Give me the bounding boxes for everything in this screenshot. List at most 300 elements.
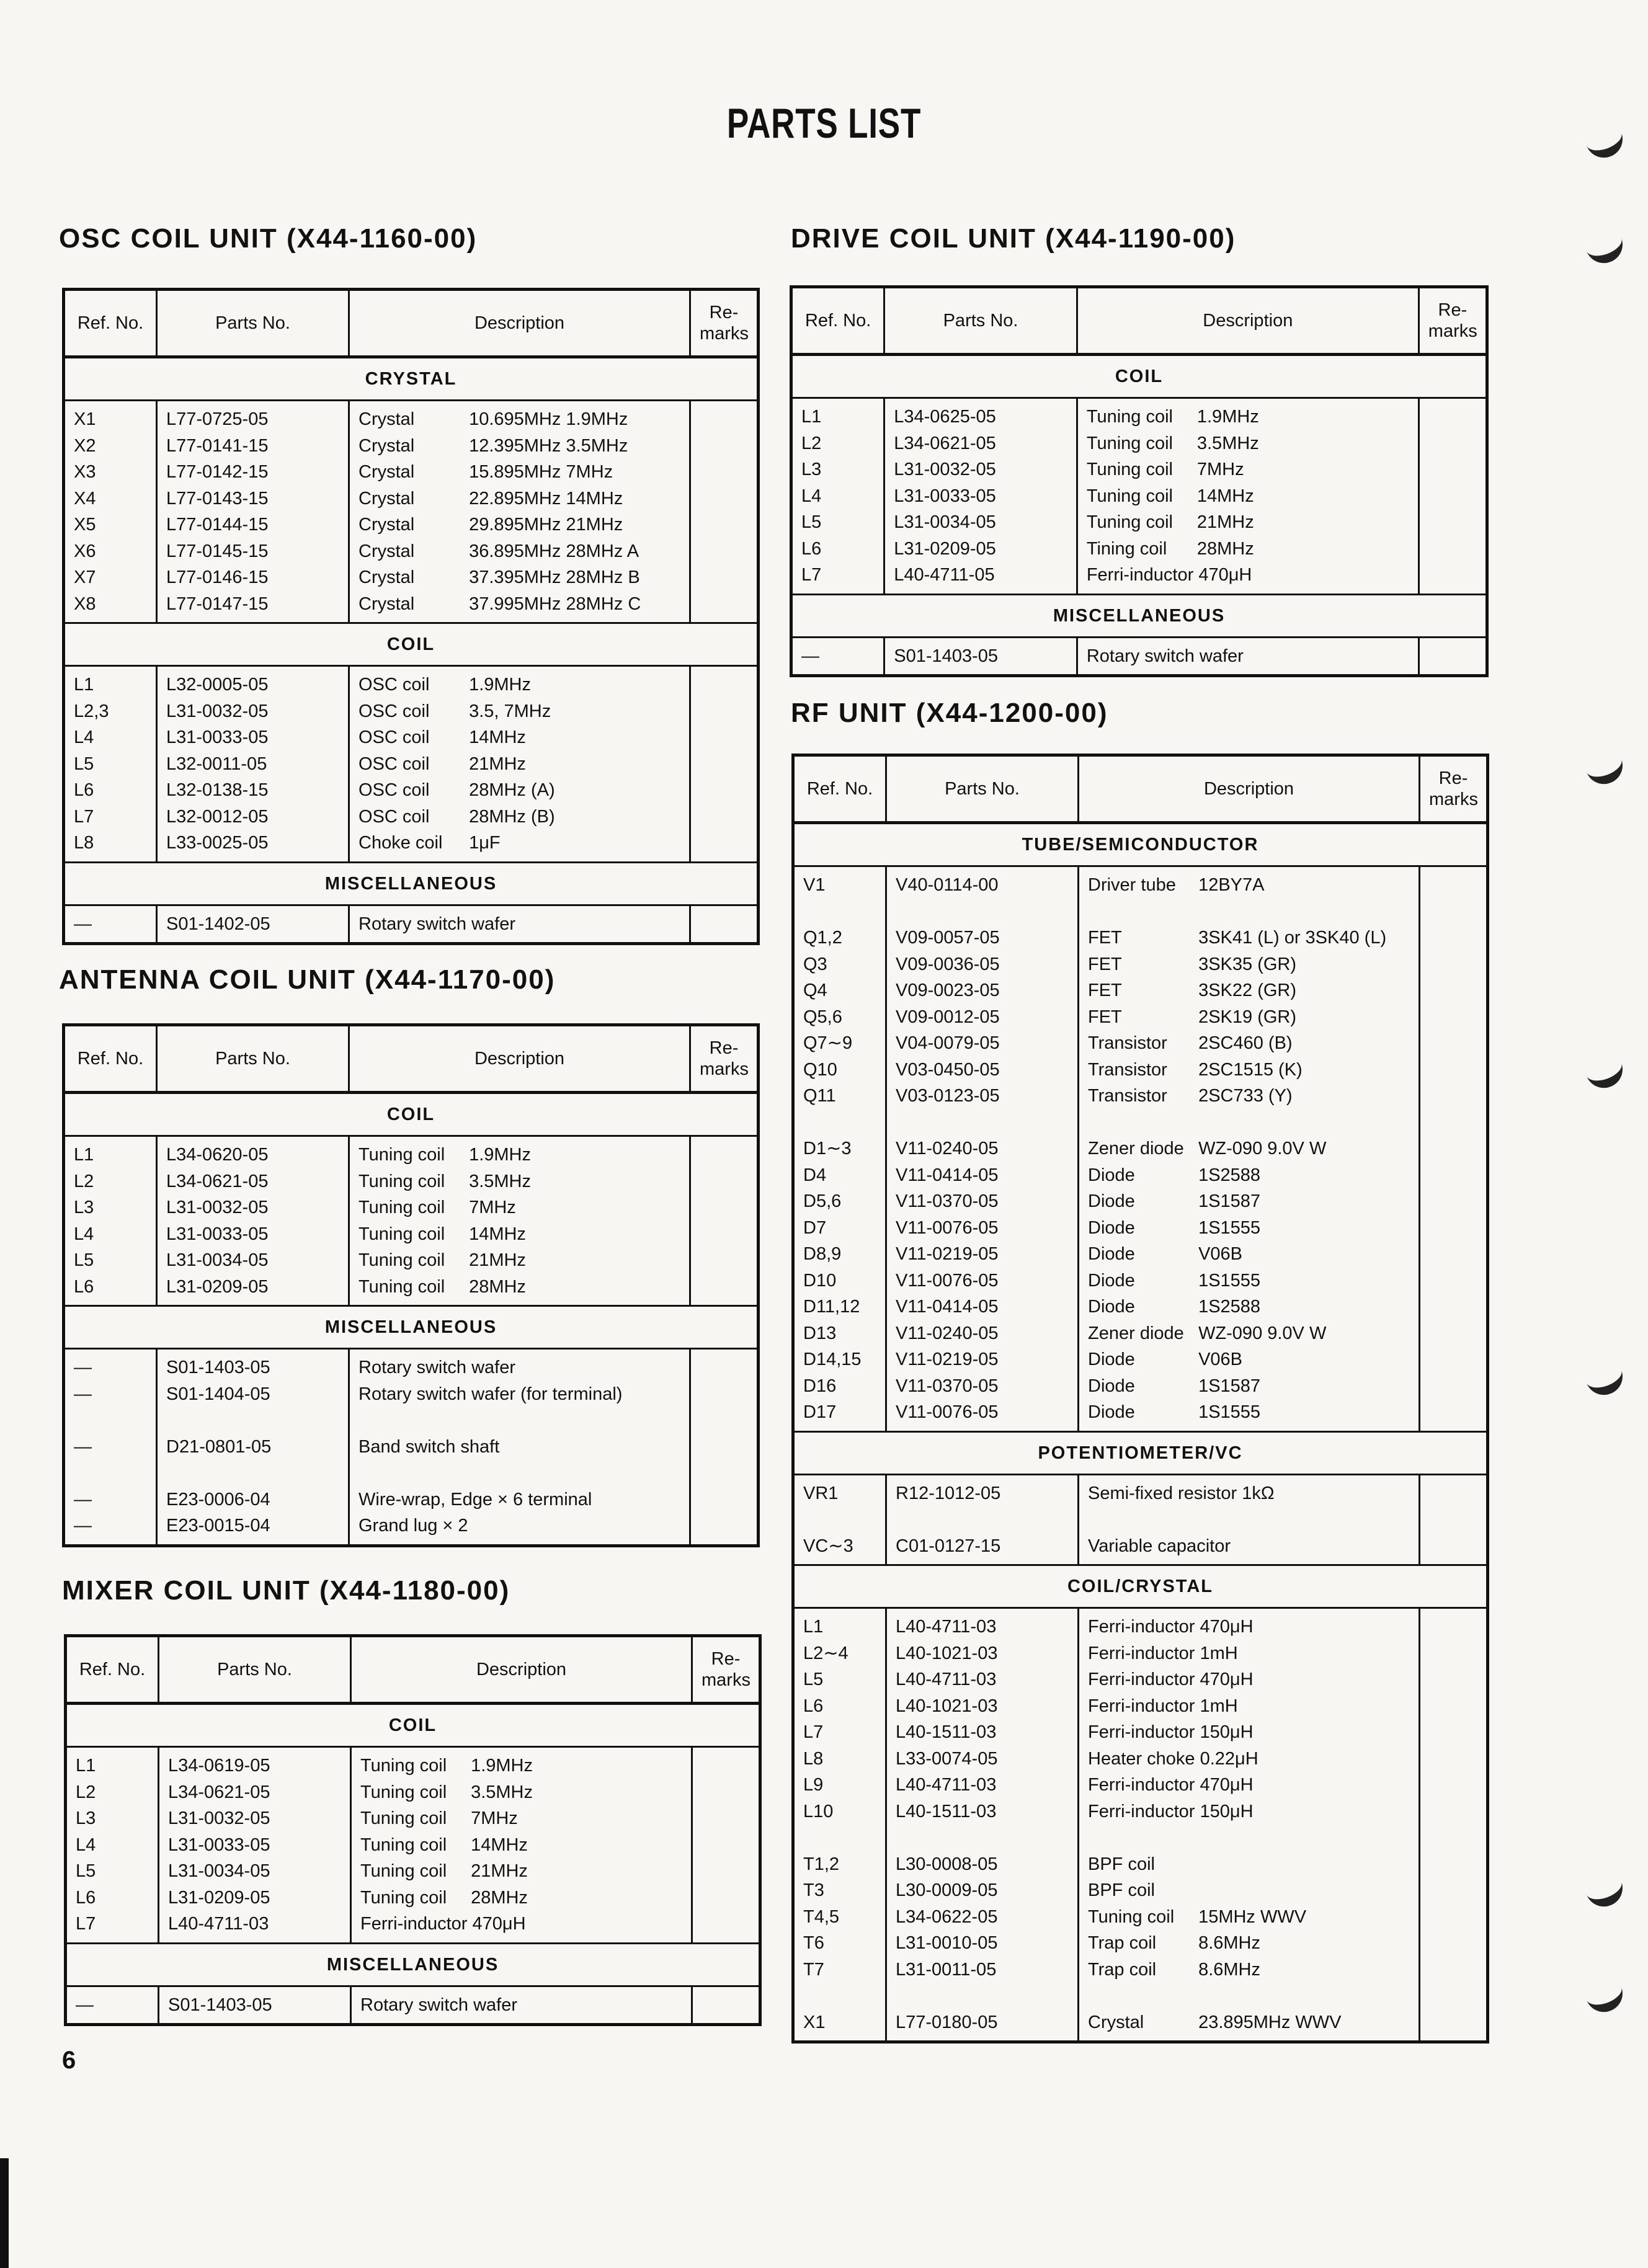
description-type: OSC coil xyxy=(359,727,430,747)
description-type: Diode xyxy=(1088,1165,1135,1185)
mixer-parts-table xyxy=(64,1634,762,2026)
description-value: 7MHz xyxy=(1196,460,1244,479)
description xyxy=(1088,1851,1410,1878)
description xyxy=(1088,1268,1410,1294)
parts-no: L31-0032-05 xyxy=(894,460,996,479)
description xyxy=(360,1805,682,1832)
parts-no: L34-0622-05 xyxy=(896,1906,998,1927)
description xyxy=(359,486,680,512)
ref-no: L1 xyxy=(803,1617,824,1637)
description xyxy=(1088,1030,1410,1057)
parts-group-rows xyxy=(66,1986,760,2025)
description xyxy=(1088,1930,1410,1957)
parts-no: L77-0144-15 xyxy=(166,515,269,535)
description xyxy=(1088,1004,1410,1031)
parts-group-rows xyxy=(793,866,1488,1432)
ref-no: — xyxy=(74,1516,92,1536)
category-row xyxy=(791,594,1487,637)
remarks-column xyxy=(690,1136,759,1306)
parts-no: L34-0620-05 xyxy=(166,1145,269,1165)
parts-no-column xyxy=(157,1349,349,1546)
description xyxy=(359,1142,680,1168)
remarks-label-1: Re- xyxy=(1438,300,1468,320)
description-type: Crystal xyxy=(1088,2012,1144,2032)
description-value: 37.395MHz 28MHz B xyxy=(469,567,640,587)
row-gap xyxy=(896,1110,1069,1136)
parts-no: L34-0621-05 xyxy=(168,1782,270,1802)
description-value: WZ-090 9.0V W xyxy=(1198,1323,1327,1343)
description-value: 1S1555 xyxy=(1198,1402,1261,1422)
row-gap xyxy=(166,1407,339,1434)
description-type: OSC coil xyxy=(359,806,430,827)
description-column xyxy=(351,1986,692,2025)
ref-no: VC∼3 xyxy=(803,1536,853,1556)
description xyxy=(1088,1640,1410,1667)
description-value: 29.895MHz 21MHz xyxy=(469,515,623,535)
binder-tabs xyxy=(1567,0,1648,2268)
description xyxy=(1088,1957,1410,1983)
parts-no: L40-4711-03 xyxy=(168,1914,269,1934)
parts-no-column xyxy=(157,401,349,623)
description-type: Variable capacitor xyxy=(1088,1536,1231,1556)
description-type: Transistor xyxy=(1088,1059,1167,1080)
description xyxy=(359,1354,680,1381)
row-gap xyxy=(74,1460,147,1487)
description-value: 28MHz xyxy=(1196,538,1254,559)
description-type: Trap coil xyxy=(1088,1933,1157,1953)
description-type: Zener diode xyxy=(1088,1139,1184,1158)
description-value: WZ-090 9.0V W xyxy=(1198,1139,1327,1158)
description-type: Diode xyxy=(1088,1217,1135,1238)
ref-no-column xyxy=(793,1474,886,1565)
ref-no: L9 xyxy=(803,1775,824,1795)
category-label: COIL xyxy=(66,1704,760,1747)
description-value: V06B xyxy=(1198,1244,1243,1264)
description xyxy=(1088,1320,1410,1347)
ref-no: T1,2 xyxy=(803,1854,840,1874)
category-row xyxy=(64,623,759,666)
parts-no: L40-4711-03 xyxy=(896,1775,997,1795)
description-type: Tuning coil xyxy=(359,1198,445,1217)
description-value: 21MHz xyxy=(469,1250,526,1270)
description xyxy=(1087,509,1409,536)
description-value: 23.895MHz WWV xyxy=(1198,2012,1342,2032)
remarks-column xyxy=(1419,637,1487,676)
parts-group-rows xyxy=(64,1349,759,1546)
description-type: Diode xyxy=(1088,1402,1135,1422)
description-type: Rotary switch wafer xyxy=(359,1358,516,1377)
row-gap xyxy=(803,1983,876,2009)
parts-no: L77-0180-05 xyxy=(896,2012,998,2032)
parts-no: L31-0034-05 xyxy=(166,1250,269,1270)
category-row xyxy=(793,823,1488,866)
description-value: 1μF xyxy=(469,833,501,853)
description-type: FET xyxy=(1088,928,1122,948)
parts-no: L32-0011-05 xyxy=(166,754,267,774)
remarks-column xyxy=(692,1986,760,2025)
parts-no: L31-0034-05 xyxy=(894,512,996,532)
ref-no-column xyxy=(64,905,157,944)
ref-no: D1∼3 xyxy=(803,1139,852,1158)
description xyxy=(1087,456,1409,483)
description xyxy=(360,1753,682,1779)
ref-no: D7 xyxy=(803,1217,827,1238)
description xyxy=(1087,536,1409,563)
description-value: 14MHz xyxy=(469,1224,526,1244)
description xyxy=(359,406,680,433)
parts-no: E23-0006-04 xyxy=(166,1489,270,1510)
remarks-column xyxy=(1420,866,1488,1432)
description-value: 3SK35 (GR) xyxy=(1198,954,1297,974)
ref-no-column xyxy=(64,401,157,623)
remarks-column xyxy=(690,905,759,944)
ref-no: X1 xyxy=(803,2012,826,2032)
description-type: Rotary switch wafer xyxy=(360,1995,518,2015)
parts-no: L33-0074-05 xyxy=(896,1748,998,1769)
description-type: FET xyxy=(1088,1007,1122,1027)
description-value: 8.6MHz xyxy=(1198,1959,1260,1980)
parts-no: V11-0076-05 xyxy=(896,1402,999,1422)
description-value: 22.895MHz 14MHz xyxy=(469,488,623,509)
description-value: 1.9MHz xyxy=(1196,407,1259,427)
description-type: Crystal xyxy=(359,409,415,429)
parts-no-column xyxy=(886,1474,1079,1565)
category-label: COIL xyxy=(64,1093,759,1136)
parts-no: L40-1511-03 xyxy=(896,1801,997,1821)
remarks-column xyxy=(690,666,759,863)
parts-no: V11-0076-05 xyxy=(896,1217,999,1238)
description xyxy=(359,538,680,565)
description-type: Choke coil xyxy=(359,833,443,853)
parts-no: S01-1403-05 xyxy=(168,1995,272,2015)
antenna-parts-table xyxy=(62,1023,760,1547)
description-type: Wire-wrap, Edge × 6 terminal xyxy=(359,1489,592,1510)
header-ref-no: Ref. No. xyxy=(64,1025,157,1093)
description-type: OSC coil xyxy=(359,754,430,774)
remarks-column xyxy=(1420,1608,1488,2042)
drive-section-title: DRIVE COIL UNIT (X44-1190-00) xyxy=(791,223,1236,254)
description xyxy=(1088,1480,1410,1507)
description xyxy=(1088,1057,1410,1083)
description-value: 470μH xyxy=(1198,565,1252,585)
description xyxy=(359,698,680,725)
parts-no: L31-0033-05 xyxy=(894,486,996,506)
category-label: CRYSTAL xyxy=(64,357,759,401)
parts-no: L31-0209-05 xyxy=(894,538,996,559)
description-type: Tuning coil xyxy=(1086,407,1173,427)
description-type: Ferri-inductor xyxy=(1088,1670,1195,1689)
ref-no: — xyxy=(74,1384,92,1404)
description-type: Crystal xyxy=(359,594,415,614)
parts-no-column xyxy=(886,1608,1079,2042)
ref-no-column xyxy=(66,1747,159,1944)
description-value: 470μH xyxy=(1200,1617,1254,1637)
description-type: Diode xyxy=(1088,1191,1135,1211)
description xyxy=(359,1434,680,1461)
row-gap xyxy=(803,1110,876,1136)
ref-no: X7 xyxy=(74,567,96,587)
ref-no: L7 xyxy=(76,1914,96,1934)
description-type: Transistor xyxy=(1088,1086,1167,1106)
category-label: COIL xyxy=(791,355,1487,398)
ref-no: D8,9 xyxy=(803,1244,842,1264)
parts-no: S01-1402-05 xyxy=(166,914,270,934)
ref-no: L4 xyxy=(801,486,822,506)
category-label: MISCELLANEOUS xyxy=(791,594,1487,637)
parts-no: L77-0146-15 xyxy=(166,567,269,587)
description xyxy=(1088,1772,1410,1799)
description-type: Crystal xyxy=(359,435,415,456)
ref-no: L4 xyxy=(76,1834,96,1855)
page-edge-shadow xyxy=(0,2158,9,2268)
description xyxy=(359,1221,680,1248)
description-type: Diode xyxy=(1088,1350,1135,1369)
category-row xyxy=(793,1565,1488,1608)
ref-no: — xyxy=(74,1489,92,1510)
parts-no: D21-0801-05 xyxy=(166,1436,272,1457)
description-type: Tuning coil xyxy=(1086,512,1173,532)
description-value: 12.395MHz 3.5MHz xyxy=(469,435,628,456)
description-value: 37.995MHz 28MHz C xyxy=(469,594,641,614)
antenna-section-title: ANTENNA COIL UNIT (X44-1170-00) xyxy=(59,964,556,995)
ref-no: — xyxy=(74,1436,92,1457)
description-type: Heater choke xyxy=(1088,1748,1195,1769)
parts-group-rows xyxy=(64,666,759,863)
ref-no: T6 xyxy=(803,1933,824,1953)
parts-group-rows xyxy=(791,398,1487,595)
description-type: OSC coil xyxy=(359,780,430,800)
rf-section-title: RF UNIT (X44-1200-00) xyxy=(791,698,1108,728)
category-label: TUBE/SEMICONDUCTOR xyxy=(793,823,1488,866)
description xyxy=(1088,925,1410,951)
ref-no-column xyxy=(66,1986,159,2025)
parts-no: V09-0057-05 xyxy=(896,928,1000,948)
description-value: 1mH xyxy=(1200,1696,1238,1716)
parts-no: L34-0621-05 xyxy=(894,433,996,453)
parts-no: V11-0370-05 xyxy=(896,1376,999,1396)
ref-no: L6 xyxy=(74,780,94,800)
description-value: 1S1587 xyxy=(1198,1191,1261,1211)
parts-no: L40-1021-03 xyxy=(896,1643,998,1663)
ref-no: X3 xyxy=(74,462,96,482)
parts-no: L34-0621-05 xyxy=(166,1171,269,1191)
description-value: 470μH xyxy=(472,1914,526,1934)
description xyxy=(359,459,680,486)
ref-no: Q7∼9 xyxy=(803,1033,853,1053)
description-value: 1.9MHz xyxy=(469,1145,531,1165)
parts-no: V11-0219-05 xyxy=(896,1350,999,1369)
remarks-label-2: marks xyxy=(702,1670,751,1690)
description-type: Grand lug × 2 xyxy=(359,1516,468,1536)
parts-no-column xyxy=(157,1136,349,1306)
remarks-label-1: Re- xyxy=(1438,768,1468,788)
ref-no: D13 xyxy=(803,1323,837,1343)
description-type: Crystal xyxy=(359,462,415,482)
ref-no: L5 xyxy=(76,1861,96,1881)
description xyxy=(1088,1746,1410,1772)
parts-no: S01-1404-05 xyxy=(166,1384,270,1404)
header-ref-no: Ref. No. xyxy=(793,755,886,823)
description xyxy=(1087,404,1409,430)
ref-no-column xyxy=(791,398,884,595)
ref-no: X1 xyxy=(74,409,96,429)
mixer-section-title: MIXER COIL UNIT (X44-1180-00) xyxy=(62,1575,510,1606)
description-type: OSC coil xyxy=(359,701,430,721)
description xyxy=(1088,1666,1410,1693)
remarks-label-2: marks xyxy=(700,1059,749,1079)
description-type: Ferri-inductor xyxy=(1088,1775,1195,1795)
description-type: OSC coil xyxy=(359,675,430,695)
description-column xyxy=(1077,637,1419,676)
description-value: 14MHz xyxy=(471,1834,528,1855)
description-value: 21MHz xyxy=(471,1861,528,1881)
description-value: 28MHz xyxy=(471,1887,528,1908)
ref-no: L7 xyxy=(803,1722,824,1742)
description xyxy=(1088,1294,1410,1320)
description xyxy=(1087,562,1409,589)
parts-no-column xyxy=(884,398,1077,595)
ref-no-column xyxy=(64,666,157,863)
parts-no-column xyxy=(157,905,349,944)
ref-no: L1 xyxy=(801,407,822,427)
parts-no: L40-4711-03 xyxy=(896,1617,997,1637)
description-value: 28MHz (A) xyxy=(469,780,555,800)
description-type: Zener diode xyxy=(1088,1323,1184,1343)
description xyxy=(359,672,680,698)
description-value: 3.5MHz xyxy=(471,1782,533,1802)
header-ref-no: Ref. No. xyxy=(791,287,884,355)
description-column xyxy=(349,1136,690,1306)
osc-section-title: OSC COIL UNIT (X44-1160-00) xyxy=(59,223,478,254)
description-type: Tining coil xyxy=(1086,538,1167,559)
description xyxy=(359,564,680,591)
description-type: Trap coil xyxy=(1088,1959,1157,1980)
parts-no-column xyxy=(886,866,1079,1432)
description xyxy=(1088,1533,1410,1560)
ref-no: L4 xyxy=(74,1224,94,1244)
description-type: Tuning coil xyxy=(360,1756,447,1776)
description-value: 15MHz WWV xyxy=(1198,1906,1307,1927)
description-value: 7MHz xyxy=(471,1808,518,1828)
description-value: 3SK41 (L) or 3SK40 (L) xyxy=(1198,928,1387,948)
ref-no: X6 xyxy=(74,541,96,561)
header-ref-no: Ref. No. xyxy=(64,290,157,357)
ref-no: L3 xyxy=(74,1198,94,1217)
parts-group-rows xyxy=(793,1474,1488,1565)
description-type: Rotary switch wafer xyxy=(1086,646,1244,666)
ref-no: T7 xyxy=(803,1959,824,1980)
description-type: Tuning coil xyxy=(359,1224,445,1244)
description xyxy=(359,911,680,938)
parts-no: L40-1511-03 xyxy=(896,1722,997,1742)
ref-no: VR1 xyxy=(803,1483,839,1503)
parts-no: L31-0032-05 xyxy=(166,701,269,721)
ref-no: — xyxy=(74,914,92,934)
description-value: 10.695MHz 1.9MHz xyxy=(469,409,628,429)
header-parts-no: Parts No. xyxy=(884,287,1077,355)
description-type: Tuning coil xyxy=(359,1145,445,1165)
description-value: 14MHz xyxy=(469,727,526,747)
parts-no: V03-0123-05 xyxy=(896,1086,1000,1106)
parts-no: L32-0005-05 xyxy=(166,675,269,695)
ref-no: L8 xyxy=(803,1748,824,1769)
row-gap xyxy=(1088,1983,1410,2009)
parts-no: L30-0008-05 xyxy=(896,1854,998,1874)
category-label: COIL/CRYSTAL xyxy=(793,1565,1488,1608)
description-value: 15.895MHz 7MHz xyxy=(469,462,613,482)
ref-no: T4,5 xyxy=(803,1906,840,1927)
parts-no: V11-0370-05 xyxy=(896,1191,999,1211)
category-row xyxy=(64,862,759,905)
parts-no: E23-0015-04 xyxy=(166,1516,270,1536)
ref-no: Q5,6 xyxy=(803,1007,842,1027)
description-type: Rotary switch wafer (for terminal) xyxy=(359,1384,623,1404)
description-value: 1mH xyxy=(1200,1643,1238,1663)
ref-no: L2,3 xyxy=(74,701,109,721)
header-description: Description xyxy=(349,290,690,357)
parts-no: V11-0414-05 xyxy=(896,1165,999,1185)
parts-no: L31-0033-05 xyxy=(166,1224,269,1244)
description-value: 28MHz (B) xyxy=(469,806,555,827)
description-value: 0.22μH xyxy=(1200,1748,1258,1769)
row-gap xyxy=(896,1825,1069,1851)
row-gap xyxy=(1088,1825,1410,1851)
remarks-label-1: Re- xyxy=(709,1038,739,1058)
description-type: FET xyxy=(1088,954,1122,974)
description-value: 2SC460 (B) xyxy=(1198,1033,1293,1053)
category-label: MISCELLANEOUS xyxy=(64,1306,759,1349)
parts-no: S01-1403-05 xyxy=(166,1358,270,1377)
parts-group-rows xyxy=(793,1608,1488,2042)
description xyxy=(359,1513,680,1539)
parts-no-column xyxy=(159,1986,351,2025)
category-row xyxy=(64,357,759,401)
parts-no: L77-0142-15 xyxy=(166,462,269,482)
description-type: Tuning coil xyxy=(359,1276,445,1297)
description-type: Diode xyxy=(1088,1297,1135,1317)
parts-no: L31-0010-05 xyxy=(896,1933,998,1953)
header-description: Description xyxy=(349,1025,690,1093)
description xyxy=(1088,1877,1410,1904)
description-value: V06B xyxy=(1198,1350,1243,1369)
category-row xyxy=(64,1093,759,1136)
description xyxy=(360,1911,682,1937)
description xyxy=(359,804,680,830)
description-type: Ferri-inductor xyxy=(360,1914,468,1934)
description-type: Ferri-inductor xyxy=(1088,1617,1195,1637)
ref-no: L2 xyxy=(801,433,822,453)
description-value: 3.5MHz xyxy=(469,1171,531,1191)
ref-no: T3 xyxy=(803,1880,824,1900)
ref-no: D14,15 xyxy=(803,1350,862,1369)
row-gap xyxy=(1088,1110,1410,1136)
ref-no: L3 xyxy=(76,1808,96,1828)
row-gap xyxy=(1088,899,1410,925)
row-gap xyxy=(896,899,1069,925)
parts-no: V09-0012-05 xyxy=(896,1007,1000,1027)
description xyxy=(1088,977,1410,1004)
description xyxy=(1087,430,1409,457)
description xyxy=(1088,1799,1410,1825)
description xyxy=(359,1194,680,1221)
description xyxy=(1088,1083,1410,1110)
description-value: 2SC1515 (K) xyxy=(1198,1059,1303,1080)
category-row xyxy=(66,1704,760,1747)
parts-no: L77-0141-15 xyxy=(166,435,269,456)
parts-no: V04-0079-05 xyxy=(896,1033,1000,1053)
remarks-label-2: marks xyxy=(1429,789,1478,809)
row-gap xyxy=(1088,1506,1410,1533)
